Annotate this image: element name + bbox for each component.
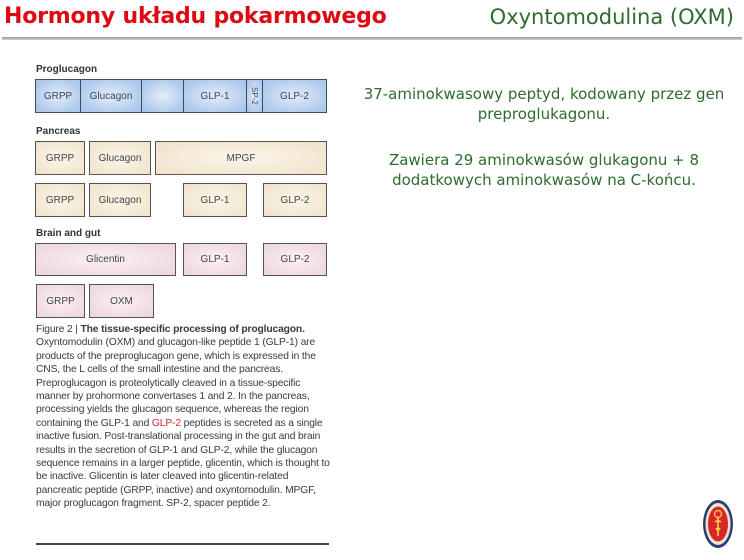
slide-subtitle: Oxyntomodulina (OXM) [489, 5, 734, 29]
slide-title: Hormony układu pokarmowego [4, 4, 387, 29]
oxm-description-2: Zawiera 29 aminokwasów glukagonu + 8 dodatkowych aminokwasów na C-końcu. [388, 151, 700, 189]
brain-glp1-box: GLP-1 [183, 243, 247, 276]
segment-grpp: GRPP [36, 80, 81, 112]
caption-highlight: GLP-2 [151, 417, 181, 429]
caption-body-1: Oxyntomodulin (OXM) and glucagon-like peptide 1 (GLP-1) are products of the preproglucagon gene, which is expressed in the CNS, the L cells of the small intestine and the pancreas. Preproglucagon is proteolytically cleaved in a tissue-specific manner by prohormone convertases 1 and 2. In the pancreas, processing yields the glucagon sequence, whereas the region containing the GLP-1 and [36, 337, 316, 429]
pancreas-mpgf-box: MPGF [155, 141, 327, 175]
section-label-proglucagon: Proglucagon [36, 64, 98, 75]
university-seal-icon [702, 498, 734, 550]
pancreas-grpp-box-2: GRPP [35, 183, 85, 217]
figure-caption [36, 323, 336, 511]
pancreas-glp1-box: GLP-1 [183, 183, 247, 217]
segment-ip1 [142, 80, 184, 112]
brain-oxm-box: OXM [89, 284, 154, 318]
brain-glp2-box: GLP-2 [263, 243, 327, 276]
brain-grpp-box: GRPP [36, 284, 85, 318]
segment-glp1: GLP-1 [184, 80, 247, 112]
proglucagon-bar [35, 79, 327, 113]
oxm-description-1: 37-aminokwasowy peptyd, kodowany przez gen preproglukagonu. [363, 85, 725, 123]
segment-glucagon: Glucagon [81, 80, 142, 112]
section-label-brain-gut: Brain and gut [36, 228, 101, 239]
segment-sp2: SP-2 [247, 80, 263, 112]
brain-glicentin-box: Glicentin [35, 243, 176, 276]
proglucagon-figure [0, 0, 340, 560]
pancreas-glucagon-box: Glucagon [89, 141, 151, 175]
pancreas-grpp-box: GRPP [35, 141, 85, 175]
pancreas-glp2-box: GLP-2 [263, 183, 327, 217]
caption-body-2: peptides is secreted as a single inactive fusion. Post-translational processing in the gut and brain results in the secretion of GLP-1 and GLP-2, while the glucagon sequence remains in a larger peptide, glicentin, which is thought to be inactive. Glicentin is later cleaved into glicentin-related pancreatic peptide (GRPP, inactive) and oxyntomodulin. MPGF, major proglucagon fragment. SP-2, spacer peptide 2. [36, 417, 330, 510]
section-label-pancreas: Pancreas [36, 126, 81, 137]
caption-title: The tissue-specific processing of proglucagon. [80, 324, 305, 335]
segment-glp2: GLP-2 [263, 80, 326, 112]
caption-figure-number: Figure 2 | [36, 324, 81, 335]
pancreas-glucagon-box-2: Glucagon [89, 183, 151, 217]
caption-divider [36, 543, 329, 545]
